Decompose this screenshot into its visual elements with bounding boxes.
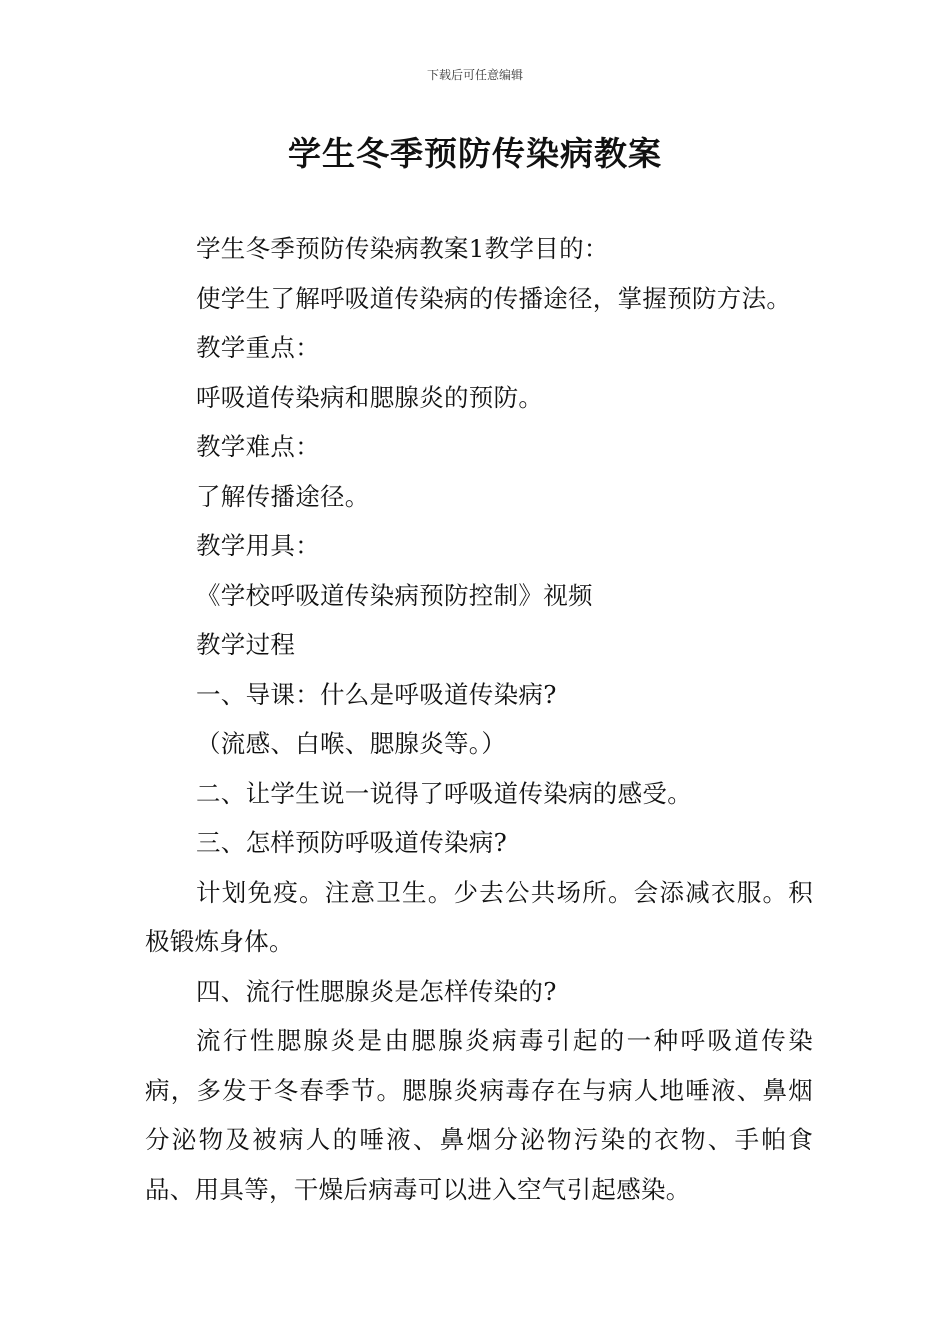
paragraph-step-3: 三、怎样预防呼吸道传染病? — [196, 828, 508, 857]
paragraph-difficulties-heading: 教学难点： — [196, 432, 320, 461]
paragraph-materials-heading: 教学用具： — [196, 531, 320, 560]
paragraph-intro: 学生冬季预防传染病教案1教学目的： — [196, 234, 609, 263]
header-note: 下载后可任意编辑 — [426, 68, 523, 82]
paragraph-difficulties: 了解传播途径。 — [196, 481, 370, 511]
paragraph-materials: 《学校呼吸道传染病预防控制》视频 — [196, 580, 593, 610]
document-title: 学生冬季预防传染病教案 — [288, 134, 662, 173]
paragraph-key-points-heading: 教学重点： — [196, 333, 320, 362]
document-body — [145, 224, 813, 1214]
paragraph-step-2: 二、让学生说一说得了呼吸道传染病的感受。 — [196, 778, 692, 808]
paragraph-step-1: 一、导课：什么是呼吸道传染病? — [196, 679, 557, 709]
paragraph-step-4: 四、流行性腮腺炎是怎样传染的? — [196, 976, 557, 1006]
paragraph-step-1-examples: （流感、白喉、腮腺炎等。） — [196, 729, 507, 758]
paragraph-process-heading: 教学过程 — [196, 630, 296, 659]
paragraph-key-points: 呼吸道传染病和腮腺炎的预防。 — [196, 382, 544, 412]
paragraph-step-3-answer: 计划免疫。注意卫生。少去公共场所。会添减衣服。积极锻炼身体。 — [145, 877, 813, 956]
paragraph-objective: 使学生了解呼吸道传染病的传播途径，掌握预防方法。 — [196, 283, 792, 313]
paragraph-step-4-answer: 流行性腮腺炎是由腮腺炎病毒引起的一种呼吸道传染病，多发于冬春季节。腮腺炎病毒存在与病人地唾液、鼻烟分泌物及被病人的唾液、鼻烟分泌物污染的衣物、手帕食品、用具等，干燥后病毒可以进入空气引起感染。 — [145, 1026, 813, 1204]
